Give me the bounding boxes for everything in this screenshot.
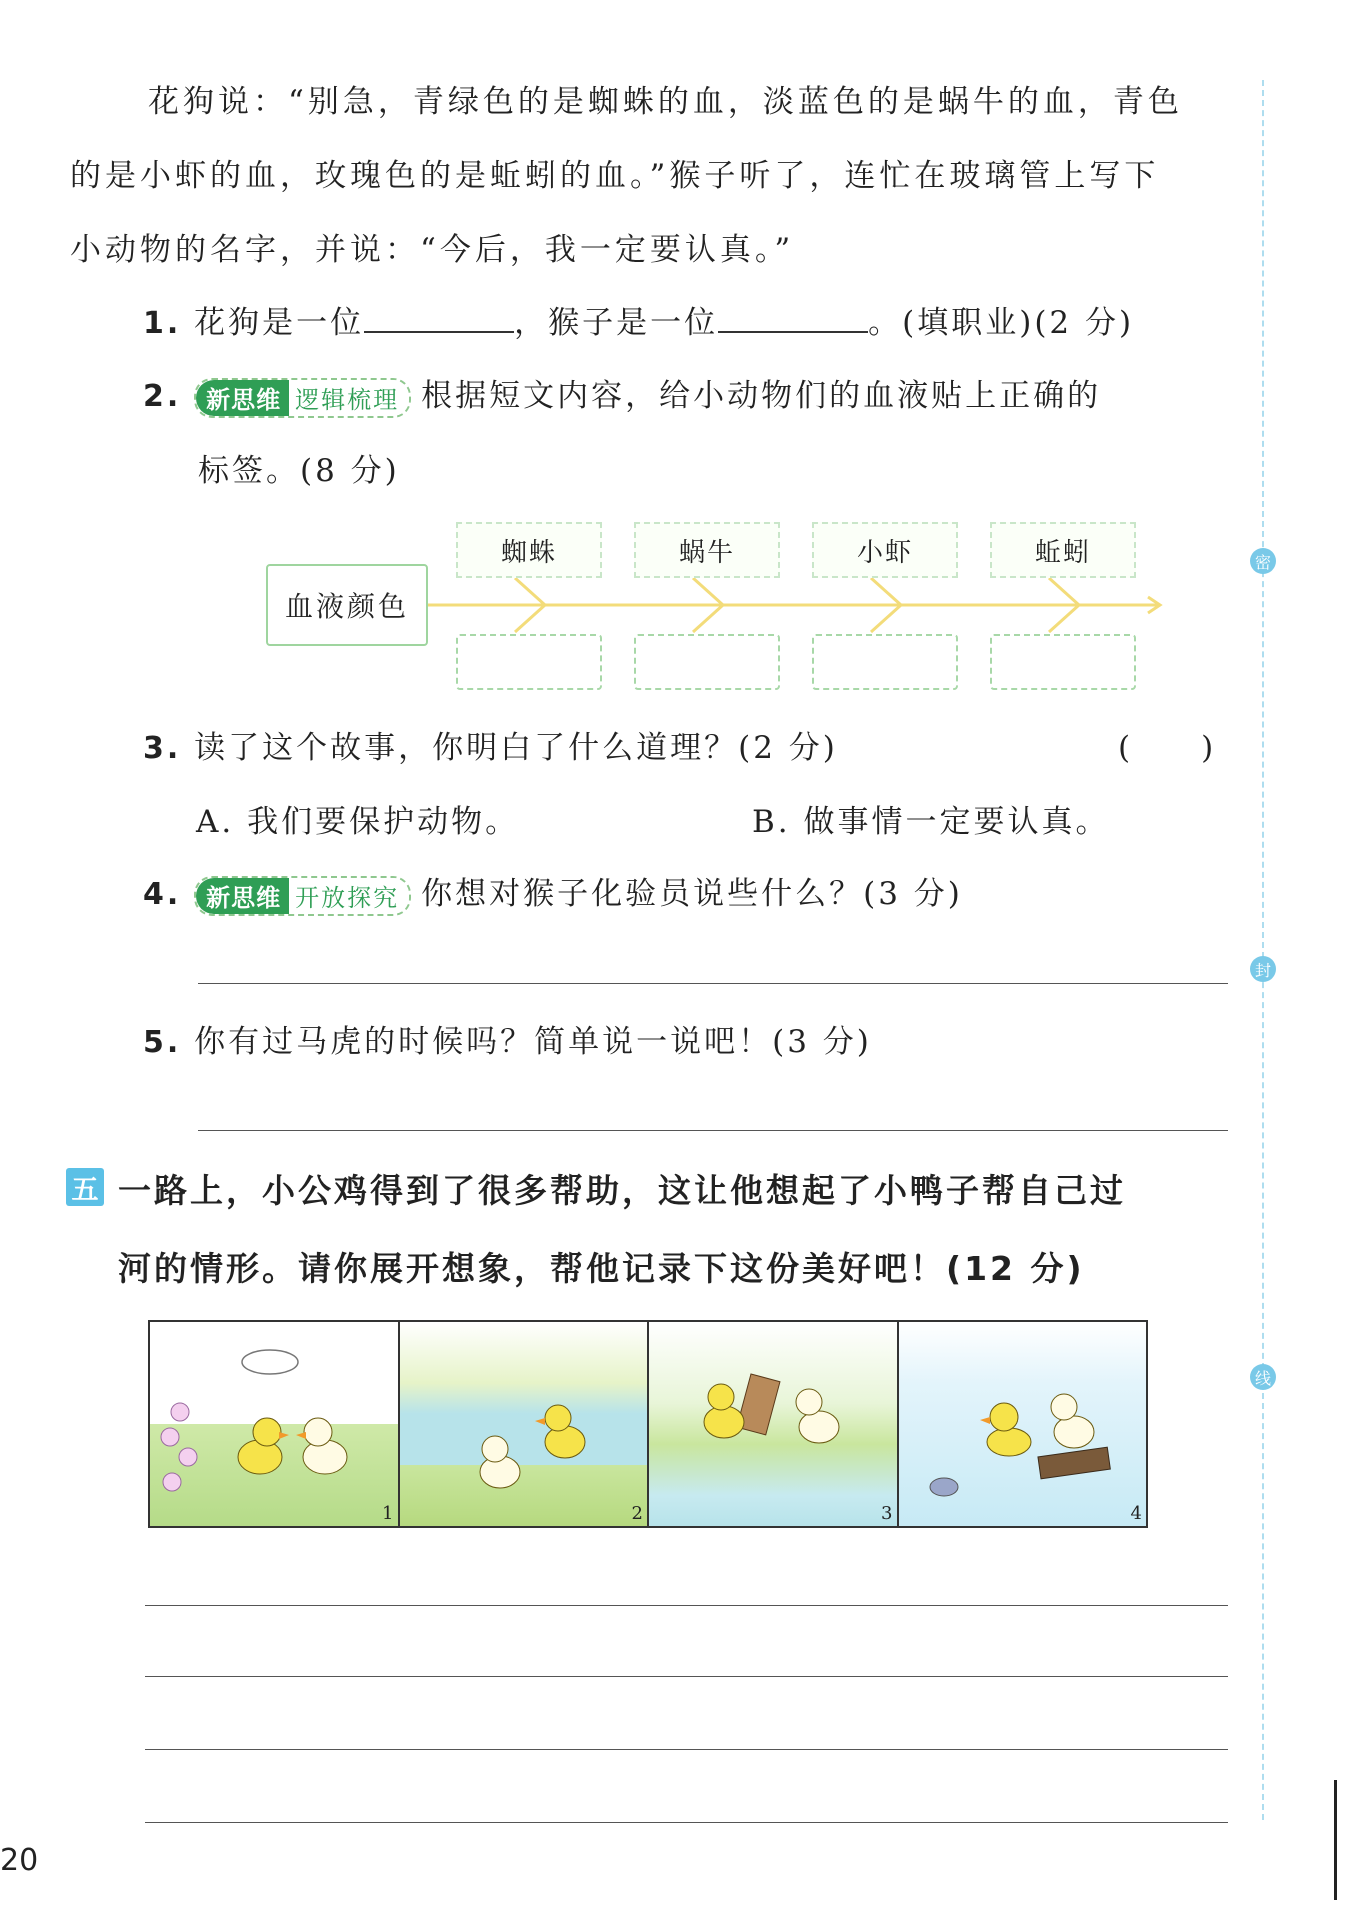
comic-panel-4 xyxy=(899,1322,1147,1526)
badge-sub: 逻辑梳理 xyxy=(289,380,409,416)
question-3 xyxy=(143,722,838,767)
question-1-number: 1. xyxy=(143,306,182,341)
question-1-text-b: ，猴子是一位 xyxy=(514,305,719,341)
blood-color-answer-box-3[interactable] xyxy=(812,634,958,690)
panel-2-illustration xyxy=(400,1322,646,1526)
question-3-text: 读了这个故事，你明白了什么道理？(2 分) xyxy=(194,730,838,766)
diagram-root-box: 血液颜色 xyxy=(266,564,428,646)
section-5-line-2: 河的情形。请你展开想象，帮他记录下这份美好吧！(12 分) xyxy=(118,1249,1085,1288)
panel-1-illustration xyxy=(150,1322,396,1526)
writing-line-1[interactable] xyxy=(145,1605,1228,1606)
question-1-text-a: 花狗是一位 xyxy=(194,305,365,341)
section-5-line-1: 一路上，小公鸡得到了很多帮助，这让他想起了小鸭子帮自己过 xyxy=(118,1171,1126,1210)
animal-label-earthworm: 蚯蚓 xyxy=(990,522,1136,578)
section-5-marker: 五 xyxy=(66,1168,104,1206)
question-4-number: 4. xyxy=(143,877,182,912)
question-4-text: 你想对猴子化验员说些什么？(3 分) xyxy=(421,876,963,912)
panel-4-illustration xyxy=(899,1322,1145,1526)
comic-panel-2 xyxy=(400,1322,650,1526)
badge-main: 新思维 xyxy=(196,380,289,416)
answer-blank-2[interactable] xyxy=(718,303,868,333)
question-3-number: 3. xyxy=(143,731,182,766)
answer-line-q5[interactable] xyxy=(198,1130,1228,1131)
question-5 xyxy=(143,1016,872,1061)
answer-parenthesis[interactable]: ( ) xyxy=(1118,730,1217,766)
new-thinking-badge xyxy=(194,378,411,418)
page-number: 20 xyxy=(0,1843,39,1878)
writing-line-3[interactable] xyxy=(145,1749,1228,1750)
comic-strip xyxy=(148,1320,1148,1528)
comic-panel-1 xyxy=(150,1322,400,1526)
animal-label-snail: 蜗牛 xyxy=(634,522,780,578)
binding-line xyxy=(1262,80,1264,1820)
badge-sub: 开放探究 xyxy=(289,878,409,914)
badge-main: 新思维 xyxy=(196,878,289,914)
blood-color-answer-box-1[interactable] xyxy=(456,634,602,690)
animal-label-shrimp: 小虾 xyxy=(812,522,958,578)
question-1-text-c: 。(填职业)(2 分) xyxy=(868,305,1135,341)
story-line-2: 的是小虾的血，玫瑰色的是蚯蚓的血。”猴子听了，连忙在玻璃管上写下 xyxy=(70,158,1160,194)
question-5-text: 你有过马虎的时候吗？简单说一说吧！(3 分) xyxy=(194,1024,872,1060)
blood-color-answer-box-4[interactable] xyxy=(990,634,1136,690)
writing-line-2[interactable] xyxy=(145,1676,1228,1677)
answer-line-q4[interactable] xyxy=(198,983,1228,984)
seal-mark-1: 密 xyxy=(1250,548,1276,574)
option-a[interactable]: A. 我们要保护动物。 xyxy=(196,804,520,840)
option-b[interactable]: B. 做事情一定要认真。 xyxy=(752,804,1110,840)
panel-number-3: 3 xyxy=(881,1503,893,1524)
comic-panel-3 xyxy=(649,1322,899,1526)
question-1 xyxy=(143,297,1134,342)
page-edge-mark xyxy=(1334,1780,1337,1900)
question-4 xyxy=(143,868,963,916)
panel-number-1: 1 xyxy=(382,1503,394,1524)
seal-mark-2: 封 xyxy=(1250,956,1276,982)
panel-number-2: 2 xyxy=(631,1503,643,1524)
question-2 xyxy=(143,370,1101,418)
story-line-1: 花狗说：“别急，青绿色的是蜘蛛的血，淡蓝色的是蜗牛的血，青色 xyxy=(148,84,1183,120)
question-2-text: 根据短文内容，给小动物们的血液贴上正确的 xyxy=(421,378,1102,414)
blood-color-answer-box-2[interactable] xyxy=(634,634,780,690)
answer-blank-1[interactable] xyxy=(364,303,514,333)
question-5-number: 5. xyxy=(143,1025,182,1060)
story-line-3: 小动物的名字，并说：“今后，我一定要认真。” xyxy=(70,232,795,268)
panel-3-illustration xyxy=(649,1322,895,1526)
panel-number-4: 4 xyxy=(1130,1503,1142,1524)
seal-mark-3: 线 xyxy=(1250,1364,1276,1390)
question-2-number: 2. xyxy=(143,379,182,414)
animal-label-spider: 蜘蛛 xyxy=(456,522,602,578)
question-2-text-line2: 标签。(8 分) xyxy=(198,453,400,489)
writing-line-4[interactable] xyxy=(145,1822,1228,1823)
new-thinking-badge-2 xyxy=(194,876,411,916)
